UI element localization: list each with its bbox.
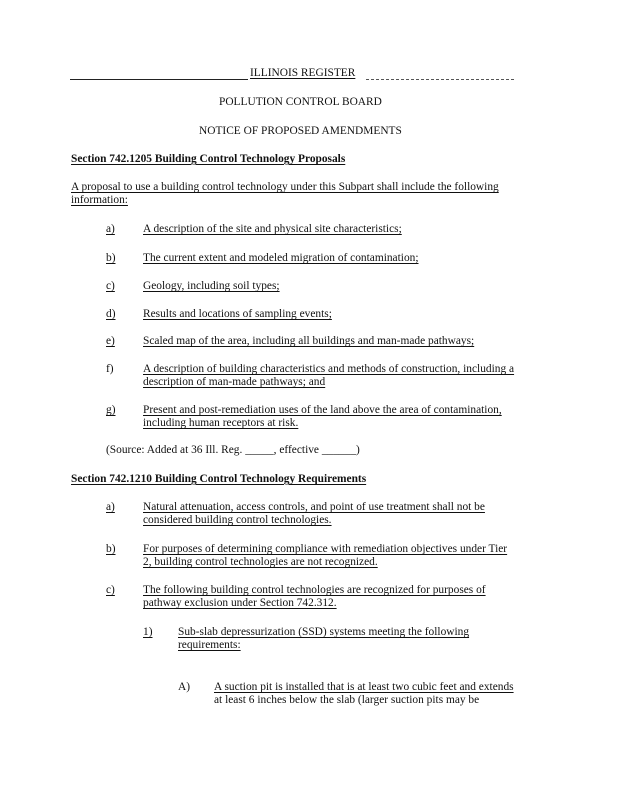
item-1210-c1-text-line2: requirements: (178, 639, 241, 651)
item-1205-e-label: e) (106, 335, 115, 347)
section-1205-intro-line1: A proposal to use a building control technology under this Subpart shall include the following (71, 181, 499, 193)
item-1210-c1-text-line1: Sub-slab depressurization (SSD) systems meeting the following (178, 626, 470, 638)
item-1210-c1-label: 1) (143, 626, 153, 638)
item-1210-c-label: c) (106, 584, 115, 596)
section-1205-title: Section 742.1205 Building Control Technology Proposals (71, 153, 346, 165)
header-rule-left (70, 79, 248, 80)
item-1205-g-label: g) (106, 404, 116, 416)
item-1210-a-text-line1: Natural attenuation, access controls, and point of use treatment shall not be (143, 501, 485, 513)
item-1210-c-text-line2: pathway exclusion under Section 742.312. (143, 597, 337, 609)
item-1205-a-label: a) (106, 223, 115, 235)
item-1205-c-text: Geology, including soil types; (143, 280, 280, 292)
section-1205-intro-line2: information: (71, 194, 128, 206)
item-1205-b-label: b) (106, 252, 116, 264)
source-note: (Source: Added at 36 Ill. Reg. _____, effective ______) (106, 444, 360, 456)
item-1210-b-text-line1: For purposes of determining compliance with remediation objectives under Tier (143, 543, 508, 555)
item-1205-b-text: The current extent and modeled migration of contamination; (143, 252, 419, 264)
item-1205-a-text: A description of the site and physical site characteristics; (143, 223, 402, 235)
item-1205-g-text-line1: Present and post-remediation uses of the land above the area of contamination, (143, 404, 502, 416)
item-1205-f-text-line1: A description of building characteristics and methods of construction, including a (143, 363, 515, 375)
item-1210-c1A-text-line1: A suction pit is installed that is at least two cubic feet and extends (214, 681, 514, 693)
item-1210-c1A-text-line2: at least 6 inches below the slab (larger suction pits may be (214, 694, 480, 706)
section-1210-title: Section 742.1210 Building Control Technology Requirements (71, 473, 367, 485)
item-1205-c-label: c) (106, 280, 115, 292)
item-1205-g-text-line2: including human receptors at risk. (143, 417, 299, 429)
item-1210-c-text-line1: The following building control technologies are recognized for purposes of (143, 584, 486, 596)
item-1205-f-label: f) (106, 363, 114, 375)
header-rule-right (366, 79, 514, 80)
item-1205-d-text: Results and locations of sampling events; (143, 308, 332, 320)
item-1210-a-text-line2: considered building control technologies. (143, 514, 332, 526)
item-1205-d-label: d) (106, 308, 116, 320)
board-heading: POLLUTION CONTROL BOARD (219, 96, 382, 108)
item-1210-a-label: a) (106, 501, 115, 513)
item-1210-b-label: b) (106, 543, 116, 555)
item-1210-c1A-label: A) (178, 681, 191, 693)
register-heading: ILLINOIS REGISTER (250, 67, 356, 79)
item-1205-f-text-line2: description of man-made pathways; and (143, 376, 326, 388)
notice-heading: NOTICE OF PROPOSED AMENDMENTS (199, 125, 402, 137)
item-1210-b-text-line2: 2, building control technologies are not recognized. (143, 556, 378, 568)
item-1205-e-text: Scaled map of the area, including all buildings and man-made pathways; (143, 335, 475, 347)
